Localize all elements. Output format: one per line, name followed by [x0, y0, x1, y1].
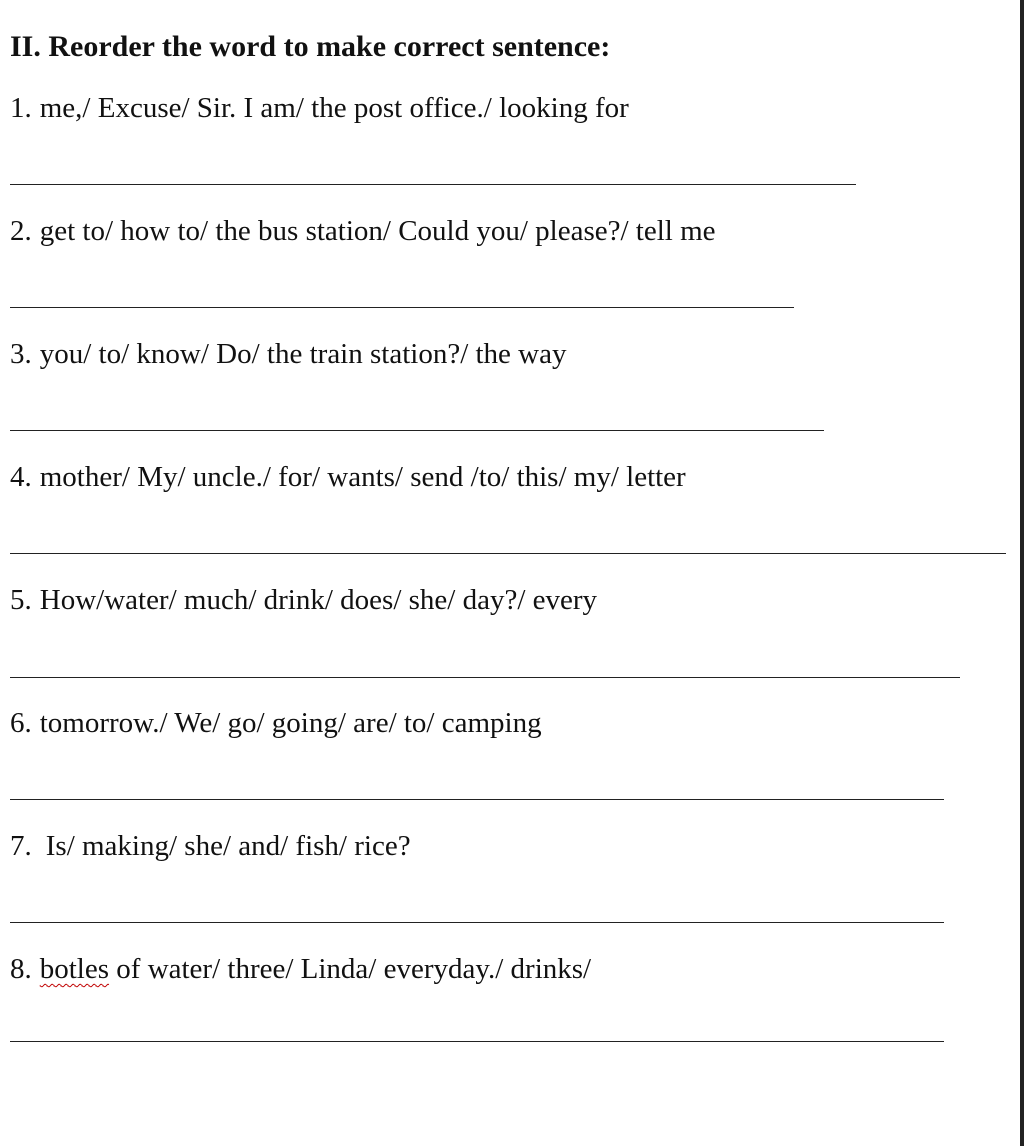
exercise-item-7: [10, 830, 411, 863]
exercise-item-6: [10, 707, 542, 740]
exercise-item-2: [10, 215, 716, 248]
answer-line-8[interactable]: [10, 1041, 944, 1042]
answer-line-7[interactable]: [10, 922, 944, 923]
exercise-item-4: [10, 461, 686, 494]
item-number: 7.: [10, 830, 32, 862]
answer-line-1[interactable]: [10, 184, 856, 185]
item-number: 4.: [10, 461, 32, 493]
answer-line-5[interactable]: [10, 677, 960, 678]
item-text: you/ to/ know/ Do/ the train station?/ the way: [39, 338, 567, 370]
item-text: mother/ My/ uncle./ for/ wants/ send /to/ this/ my/ letter: [39, 461, 686, 493]
item-number: 1.: [10, 92, 32, 124]
exercise-item-8: [10, 953, 591, 986]
misspelled-word: botles: [39, 953, 110, 985]
item-text: Is/ making/ she/ and/ fish/ rice?: [45, 830, 411, 862]
cropped-previous-line: [240, 0, 460, 6]
exercise-item-5: [10, 584, 597, 617]
item-text: me,/ Excuse/ Sir. I am/ the post office./ looking for: [39, 92, 629, 124]
exercise-item-3: [10, 338, 567, 371]
item-number: 2.: [10, 215, 32, 247]
item-number: 6.: [10, 707, 32, 739]
exercise-item-1: [10, 92, 629, 125]
answer-line-3[interactable]: [10, 430, 824, 431]
item-text: How/water/ much/ drink/ does/ she/ day?/ every: [39, 584, 598, 616]
item-number: 3.: [10, 338, 32, 370]
page-border: [1020, 0, 1024, 1146]
answer-line-4[interactable]: [10, 553, 1006, 554]
section-title: II. Reorder the word to make correct sentence:: [10, 30, 611, 63]
item-text: of water/ three/ Linda/ everyday./ drinks/: [109, 953, 592, 985]
answer-line-6[interactable]: [10, 799, 944, 800]
item-number: 8.: [10, 953, 32, 985]
answer-line-2[interactable]: [10, 307, 794, 308]
item-text: get to/ how to/ the bus station/ Could you/ please?/ tell me: [39, 215, 716, 247]
item-text: tomorrow./ We/ go/ going/ are/ to/ camping: [39, 707, 542, 739]
item-number: 5.: [10, 584, 32, 616]
